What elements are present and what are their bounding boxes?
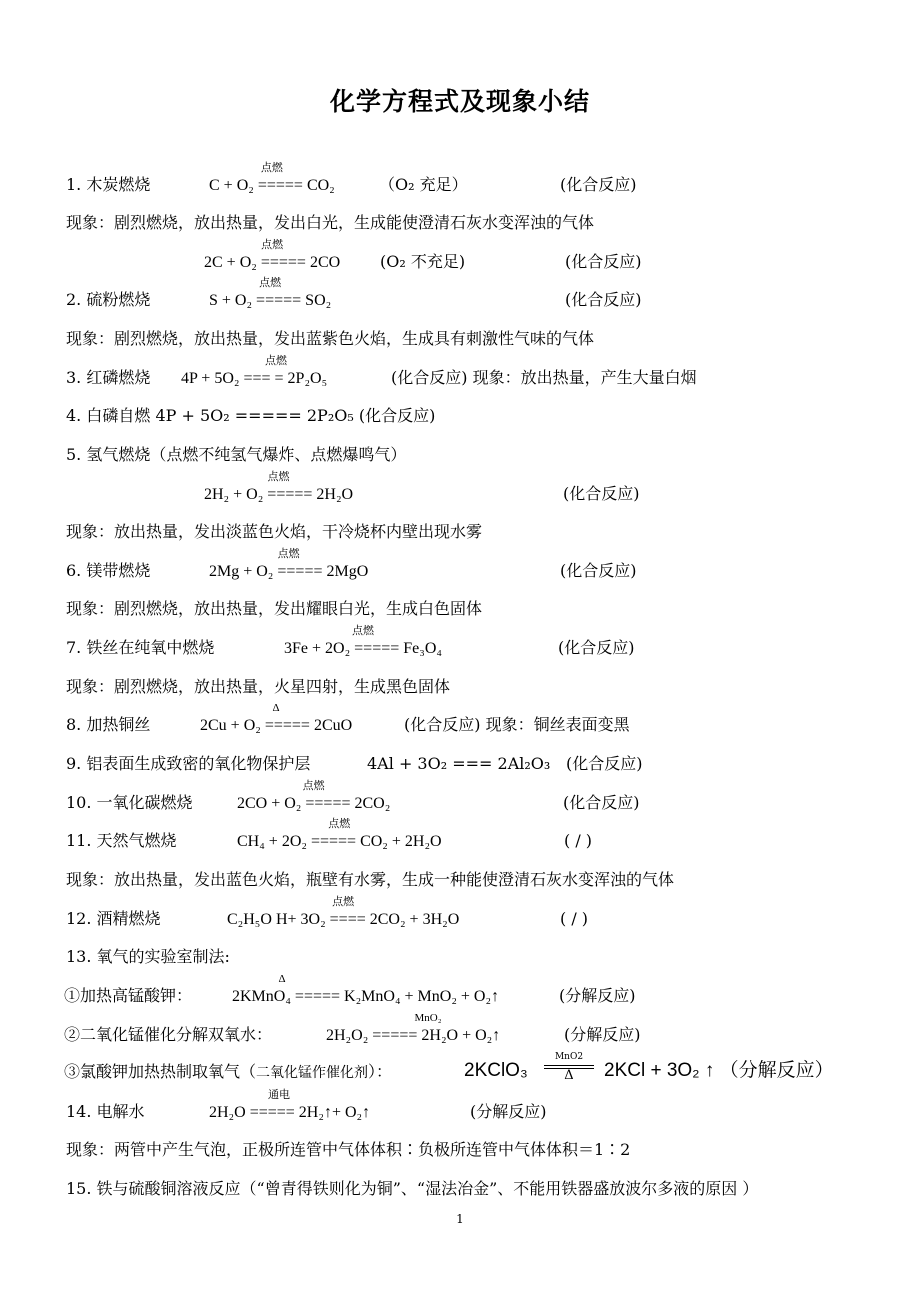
page-number: 1 xyxy=(456,1212,464,1226)
equation-line-4: 4. 白磷自燃 4P + 5O₂ ===== 2P₂O₅ (化合反应) xyxy=(66,406,436,425)
phenomenon-line-7: 现象：剧烈燃烧，放出热量，火星四射，生成黑色固体 xyxy=(66,677,451,696)
phenomenon-line-1: 现象：剧烈燃烧，放出热量，发出白光，生成能使澄清石灰水变浑浊的气体 xyxy=(66,213,595,232)
section-heading-13: 13. 氧气的实验室制法: xyxy=(66,947,230,966)
equation-line-15: 15. 铁与硫酸铜溶液反应（“曾青得铁则化为铜”、“湿法冶金”、不能用铁器盛放波尔多液的原因 ） xyxy=(66,1179,759,1198)
phenomenon-line-14: 现象：两管中产生气泡，正极所连管中气体体积∶负极所连管中气体体积＝1∶2 xyxy=(66,1140,631,1159)
phenomenon-line-6: 现象：剧烈燃烧，放出热量，发出耀眼白光，生成白色固体 xyxy=(66,599,483,618)
phenomenon-line-5: 现象：放出热量，发出淡蓝色火焰，干冷烧杯内壁出现水雾 xyxy=(66,522,483,541)
phenomenon-line-2: 现象：剧烈燃烧，放出热量，发出蓝紫色火焰，生成具有刺激性气味的气体 xyxy=(66,329,595,348)
reaction-condition-arrow: $\frac{\text{MnO2}}{\Delta}$ xyxy=(544,1059,594,1079)
phenomenon-line-11: 现象：放出热量，发出蓝色火焰，瓶壁有水雾，生成一种能使澄清石灰水变浑浊的气体 xyxy=(66,870,675,889)
page-title: 化学方程式及现象小结 xyxy=(329,87,590,116)
equation-line-5: 5. 氢气燃烧（点燃不纯氢气爆炸、点燃爆鸣气） xyxy=(66,445,407,464)
